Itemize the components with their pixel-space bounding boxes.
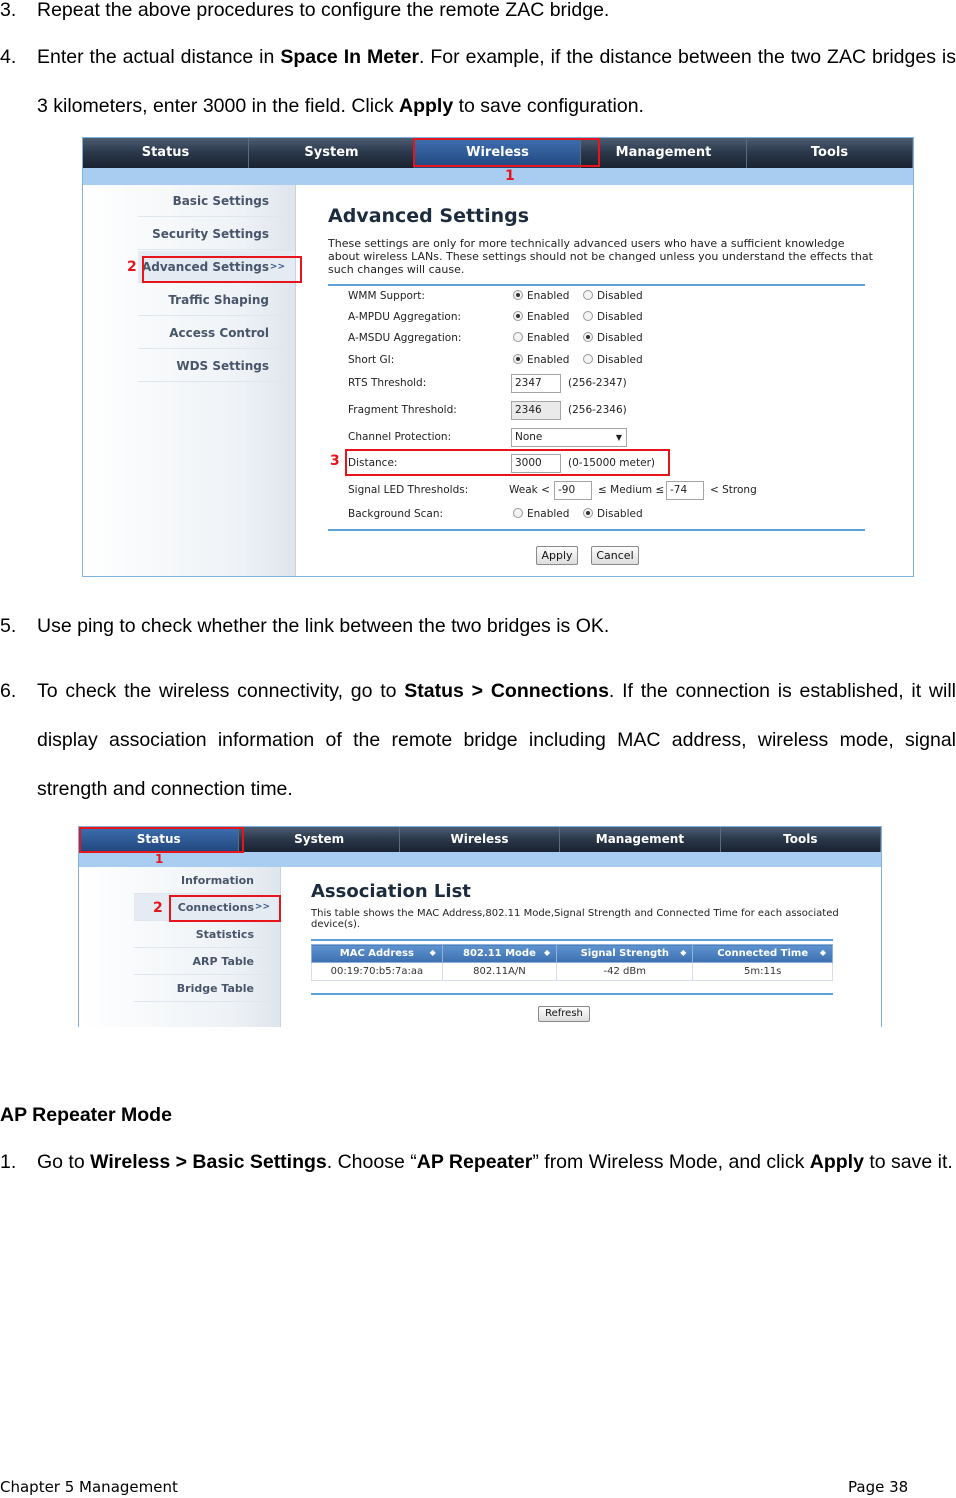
association-list-screenshot xyxy=(78,826,882,1027)
column-label: 802.11 Mode xyxy=(463,948,536,959)
ampdu-disabled-radio[interactable] xyxy=(583,311,643,323)
sidebar-item-statistics[interactable] xyxy=(134,921,280,948)
rts-threshold-input[interactable]: 2347 xyxy=(511,374,561,393)
bold-text: Apply xyxy=(399,95,454,117)
radio-label: Enabled xyxy=(527,508,570,520)
text-run: . For example, if the distance between the two ZAC bridges is 3 kilometers, enter 3000 in the field. Click xyxy=(37,46,956,117)
radio-label: Enabled xyxy=(527,354,570,366)
background-scan-row xyxy=(348,508,868,524)
page-description: These settings are only for more technically advanced users who have a sufficient knowledge about wireless LANs. These settings should not be changed unless you understand the effects that such changes will cause. xyxy=(328,237,873,276)
amsdu-enabled-radio[interactable] xyxy=(513,332,569,344)
association-table xyxy=(311,944,833,981)
step-1 xyxy=(0,1138,956,1187)
bold-text: Space In Meter xyxy=(280,46,420,68)
column-header-connected-time[interactable] xyxy=(693,945,833,963)
section-heading: AP Repeater Mode xyxy=(0,1104,172,1126)
radio-label: Enabled xyxy=(527,290,570,302)
divider xyxy=(311,939,833,941)
sidebar-item-label: Basic Settings xyxy=(172,194,269,208)
radio-icon xyxy=(513,354,523,364)
sidebar-item-traffic-shaping[interactable] xyxy=(138,284,295,316)
text-run: To check the wireless connectivity, go to xyxy=(37,680,405,702)
refresh-button[interactable]: Refresh xyxy=(538,1006,590,1022)
sidebar-item-label: Connections xyxy=(177,901,254,914)
distance-input[interactable]: 3000 xyxy=(511,454,561,473)
step-text xyxy=(37,33,956,131)
step-3 xyxy=(0,0,956,35)
rts-threshold-row xyxy=(348,374,868,396)
table-cell: 00:19:70:b5:7a:aa xyxy=(312,963,443,981)
callout-box-status-tab xyxy=(79,827,244,853)
radio-label: Disabled xyxy=(597,508,643,520)
step-text xyxy=(37,602,956,651)
radio-icon xyxy=(513,311,523,321)
field-label: RTS Threshold: xyxy=(348,377,427,389)
step-5 xyxy=(0,602,956,651)
table-cell: 802.11A/N xyxy=(442,963,556,981)
table-row xyxy=(312,963,833,981)
channel-protection-select[interactable] xyxy=(511,428,627,447)
callout-box-connections xyxy=(169,895,281,922)
page-title: Association List xyxy=(311,881,471,902)
divider xyxy=(311,993,833,995)
callout-box-distance xyxy=(345,449,670,476)
field-hint: (256-2347) xyxy=(568,377,627,389)
column-header-mode[interactable] xyxy=(442,945,556,963)
column-header-signal-strength[interactable] xyxy=(557,945,693,963)
signal-led-row xyxy=(348,481,868,503)
cancel-button[interactable]: Cancel xyxy=(591,546,639,565)
tab-status[interactable]: Status xyxy=(79,827,239,852)
led-weak-input[interactable]: -90 xyxy=(554,481,592,500)
column-label: Signal Strength xyxy=(580,948,669,959)
footer-chapter: Chapter 5 Management xyxy=(0,1478,178,1496)
callout-number: 1 xyxy=(505,168,515,184)
sidebar-item-label: WDS Settings xyxy=(176,359,269,373)
text-run: . Choose “ xyxy=(326,1151,417,1173)
sidebar-item-label: Security Settings xyxy=(152,227,269,241)
callout-number: 2 xyxy=(153,900,163,916)
radio-icon xyxy=(583,311,593,321)
step-text xyxy=(37,1138,956,1187)
text-run: Go to xyxy=(37,1151,91,1173)
tab-management[interactable]: Management xyxy=(560,827,720,852)
sub-bar xyxy=(79,852,881,867)
field-label: WMM Support: xyxy=(348,290,425,302)
step-text xyxy=(37,0,956,35)
tab-system[interactable]: System xyxy=(249,138,415,168)
radio-label: Disabled xyxy=(597,332,643,344)
main-content xyxy=(311,881,839,930)
chevron-down-icon: ▼ xyxy=(615,433,622,442)
field-label: Distance: xyxy=(348,457,398,469)
step-number: 4. xyxy=(0,46,17,68)
sidebar-item-bridge-table[interactable] xyxy=(134,975,280,1002)
step-number: 6. xyxy=(0,680,17,702)
sidebar-item-security-settings[interactable] xyxy=(138,218,295,250)
amsdu-disabled-radio[interactable] xyxy=(583,332,643,344)
field-label: A-MSDU Aggregation: xyxy=(348,332,462,344)
column-header-mac-address[interactable] xyxy=(312,945,443,963)
sidebar-item-label: Access Control xyxy=(169,326,269,340)
tab-wireless[interactable]: Wireless xyxy=(400,827,560,852)
field-label: Background Scan: xyxy=(348,508,444,520)
strong-label: < Strong xyxy=(710,484,757,496)
sidebar-item-label: Advanced Settings xyxy=(141,260,269,274)
sidebar-item-label: Bridge Table xyxy=(176,982,254,995)
bold-text: Status > Connections xyxy=(404,680,609,702)
tab-management[interactable]: Management xyxy=(581,138,747,168)
tab-tools[interactable]: Tools xyxy=(721,827,881,852)
sidebar-item-access-control[interactable] xyxy=(138,317,295,349)
page-title: Advanced Settings xyxy=(328,205,530,227)
tab-system[interactable]: System xyxy=(239,827,399,852)
radio-label: Enabled xyxy=(527,332,570,344)
radio-icon xyxy=(583,508,593,518)
sidebar-item-label: Statistics xyxy=(195,928,254,941)
text-run: Repeat the above procedures to configure the remote ZAC bridge. xyxy=(37,0,610,21)
bgscan-disabled-radio[interactable] xyxy=(583,508,643,520)
sort-icon: ◆ xyxy=(429,948,436,957)
sidebar-item-wds-settings[interactable] xyxy=(138,350,295,382)
step-number: 3. xyxy=(0,0,17,21)
callout-box-wireless-tab xyxy=(413,138,600,167)
medium-label: ≤ Medium ≤ xyxy=(598,484,665,496)
fragment-threshold-row xyxy=(348,401,868,423)
fragment-threshold-input[interactable]: 2346 xyxy=(511,401,561,420)
tab-tools[interactable]: Tools xyxy=(747,138,913,168)
radio-label: Disabled xyxy=(597,290,643,302)
field-hint: (0-15000 meter) xyxy=(568,457,655,469)
sidebar-item-label: Information xyxy=(181,874,254,887)
wmm-disabled-radio[interactable] xyxy=(583,290,643,302)
sidebar-item-arp-table[interactable] xyxy=(134,948,280,975)
step-4 xyxy=(0,33,956,131)
bgscan-enabled-radio[interactable] xyxy=(513,508,569,520)
sort-icon: ◆ xyxy=(544,948,551,957)
wmm-support-row xyxy=(348,290,868,306)
table-cell: -42 dBm xyxy=(557,963,693,981)
sort-icon: ◆ xyxy=(680,948,687,957)
bold-text: Apply xyxy=(809,1151,864,1173)
wmm-enabled-radio[interactable] xyxy=(513,290,569,302)
radio-icon xyxy=(583,354,593,364)
field-hint: (256-2346) xyxy=(568,404,627,416)
sidebar xyxy=(83,185,296,576)
field-label: Channel Protection: xyxy=(348,431,452,443)
field-label: Fragment Threshold: xyxy=(348,404,457,416)
sidebar xyxy=(79,867,281,1027)
short-gi-disabled-radio[interactable] xyxy=(583,354,643,366)
callout-number: 1 xyxy=(155,852,164,866)
radio-icon xyxy=(513,290,523,300)
field-label: A-MPDU Aggregation: xyxy=(348,311,462,323)
sidebar-item-label: ARP Table xyxy=(192,955,254,968)
step-number: 5. xyxy=(0,615,17,637)
divider xyxy=(328,284,865,286)
text-run: to save configuration. xyxy=(453,95,644,117)
amsdu-row xyxy=(348,332,868,348)
step-number: 1. xyxy=(0,1151,17,1173)
table-cell: 5m:11s xyxy=(693,963,833,981)
radio-icon xyxy=(513,332,523,342)
bold-text: AP Repeater xyxy=(416,1151,533,1173)
callout-number: 3 xyxy=(330,453,340,469)
text-run: to save it. xyxy=(863,1151,953,1173)
bold-text: Wireless > Basic Settings xyxy=(90,1151,327,1173)
page-description: This table shows the MAC Address,802.11 Mode,Signal Strength and Connected Time for each associated device(s). xyxy=(311,908,839,930)
select-value: None xyxy=(515,431,543,443)
radio-icon xyxy=(513,508,523,518)
divider xyxy=(328,529,865,531)
radio-icon xyxy=(583,332,593,342)
text-run: . If the connection is established, it will display association information of the remote bridge including MAC address, wireless mode, signal strength and connection time. xyxy=(37,680,956,800)
sidebar-item-basic-settings[interactable] xyxy=(138,185,295,217)
callout-number: 2 xyxy=(127,259,137,275)
callout-box-advanced-settings xyxy=(142,256,302,283)
tab-status[interactable]: Status xyxy=(83,138,249,168)
field-label: Signal LED Thresholds: xyxy=(348,484,469,496)
apply-button[interactable]: Apply xyxy=(536,546,578,565)
column-label: Connected Time xyxy=(717,948,809,959)
step-6 xyxy=(0,667,956,814)
tab-wireless[interactable]: Wireless xyxy=(415,138,581,168)
footer-page-number: Page 38 xyxy=(848,1478,909,1496)
radio-label: Disabled xyxy=(597,354,643,366)
channel-protection-row xyxy=(348,428,868,450)
radio-label: Disabled xyxy=(597,311,643,323)
ampdu-row xyxy=(348,311,868,327)
short-gi-row xyxy=(348,354,868,370)
weak-label: Weak < xyxy=(509,484,550,496)
chevron-right-icon: >> xyxy=(269,262,285,272)
text-run: Enter the actual distance in xyxy=(37,46,281,68)
radio-label: Enabled xyxy=(527,311,570,323)
short-gi-enabled-radio[interactable] xyxy=(513,354,569,366)
sort-icon: ◆ xyxy=(819,948,826,957)
field-label: Short GI: xyxy=(348,354,395,366)
text-run: Use ping to check whether the link between the two bridges is OK. xyxy=(37,615,610,637)
main-content xyxy=(328,205,873,276)
column-label: MAC Address xyxy=(339,948,414,959)
radio-icon xyxy=(583,290,593,300)
sidebar-item-label: Traffic Shaping xyxy=(168,293,269,307)
advanced-settings-screenshot xyxy=(82,137,914,577)
sub-bar xyxy=(83,168,913,185)
text-run: ” from Wireless Mode, and click xyxy=(532,1151,810,1173)
sidebar-item-information[interactable] xyxy=(134,867,280,894)
ampdu-enabled-radio[interactable] xyxy=(513,311,569,323)
step-text xyxy=(37,667,956,814)
chevron-right-icon: >> xyxy=(254,902,270,912)
led-medium-input[interactable]: -74 xyxy=(666,481,704,500)
